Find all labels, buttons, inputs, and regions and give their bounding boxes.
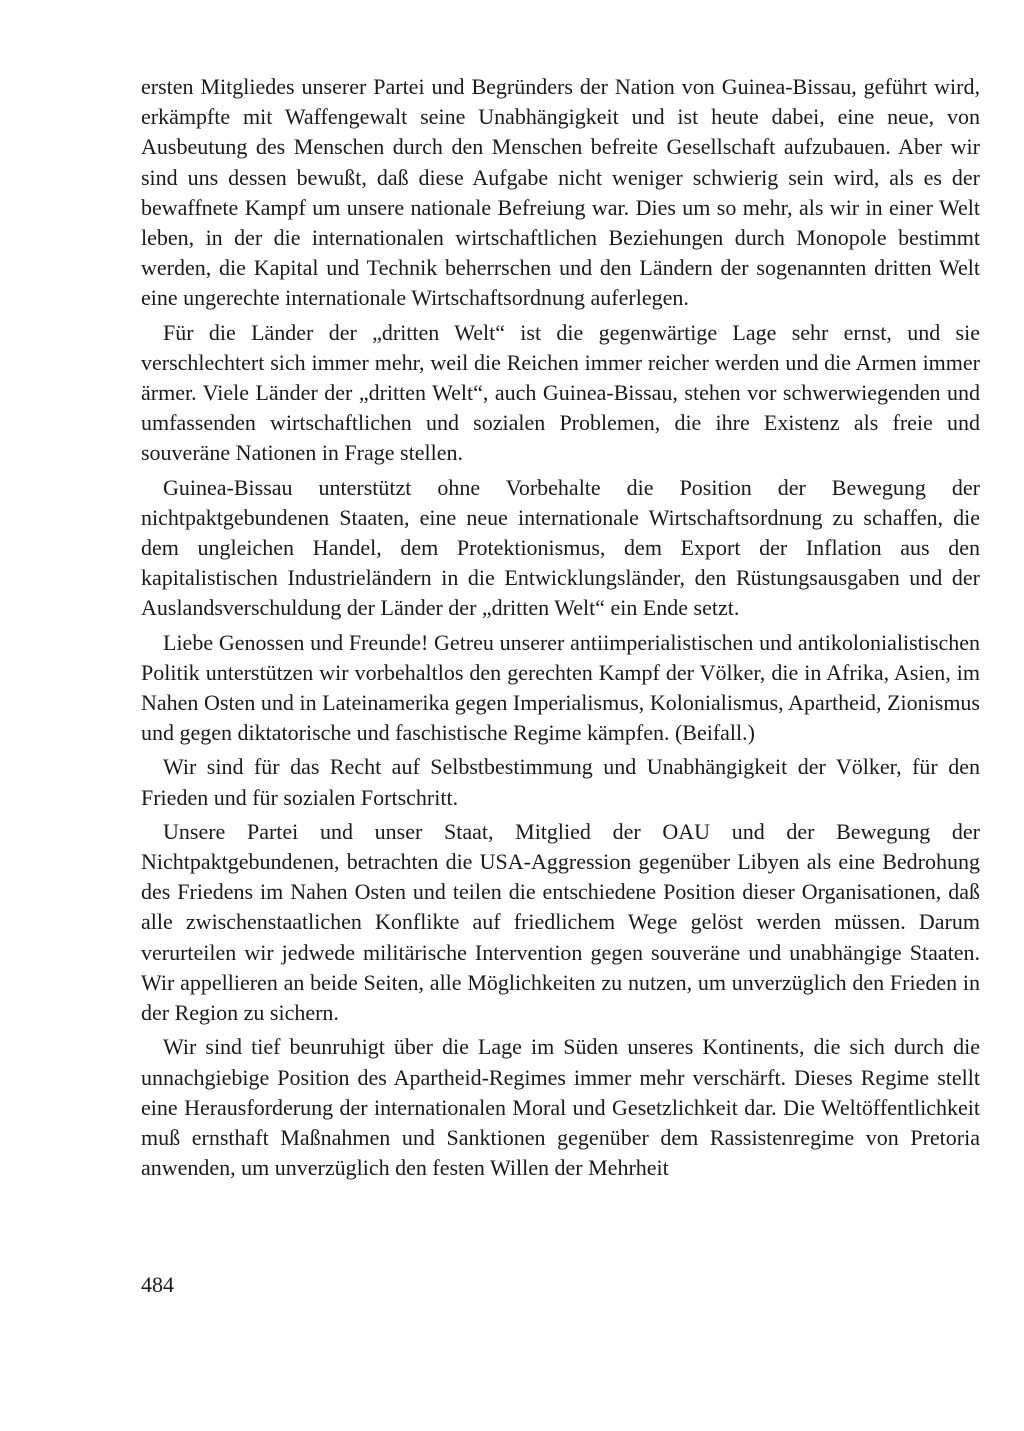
paragraph-7: Wir sind tief beunruhigt über die Lage im Süden unseres Kontinents, die sich durch die unnachgiebige Position des Apartheid-Regimes immer mehr verschärft. Dieses Regime stellt eine Herausforderung der internationalen Moral und Gesetzlichkeit dar. Die Weltöffentlichkeit muß ernsthaft Maßnahmen und Sanktionen gegenüber dem Rassistenregime von Pretoria anwenden, um unverzüglich den festen Willen der Mehrheit [141,1034,980,1181]
page-number: 484 [141,1272,174,1297]
paragraph-6: Unsere Partei und unser Staat, Mitglied der OAU und der Bewegung der Nichtpaktgebundenen, betrachten die USA-Aggression gegenüber Libyen als eine Bedrohung des Friedens im Nahen Osten und teilen die entschiedene Position dieser Organisationen, daß alle zwischenstaatlichen Konflikte auf friedlichem Wege gelöst werden müssen. Darum verurteilen wir jedwede militärische Intervention gegen souveräne und unabhängige Staaten. Wir appellieren an beide Seiten, alle Möglichkeiten zu nutzen, um unverzüglich den Frieden in der Region zu sichern. [141,818,980,1026]
paragraph-2: Für die Länder der „dritten Welt“ ist die gegenwärtige Lage sehr ernst, und sie verschlechtert sich immer mehr, weil die Reichen immer reicher werden und die Armen immer ärmer. Viele Länder der „dritten Welt“, auch Guinea-Bissau, stehen vor schwerwiegenden und umfassenden wirtschaftlichen und sozialen Problemen, die ihre Existenz als freie und souveräne Nationen in Frage stellen. [141,319,980,466]
paragraph-3: Guinea-Bissau unterstützt ohne Vorbehalte die Position der Bewegung der nichtpaktgebundenen Staaten, eine neue internationale Wirtschaftsordnung zu schaffen, die dem ungleichen Handel, dem Protektionismus, dem Export der Inflation aus den kapitalistischen Industrieländern in die Entwicklungsländer, den Rüstungsausgaben und der Auslandsverschuldung der Länder der „dritten Welt“ ein Ende setzt. [141,474,980,621]
paragraph-1: ersten Mitgliedes unserer Partei und Begründers der Nation von Guinea-Bissau, geführt wird, erkämpfte mit Waffengewalt seine Unabhängigkeit und ist heute dabei, eine neue, von Ausbeutung des Menschen durch den Menschen befreite Gesellschaft aufzubauen. Aber wir sind uns dessen bewußt, daß diese Aufgabe nicht weniger schwierig sein wird, als es der bewaffnete Kampf um unsere nationale Befreiung war. Dies um so mehr, als wir in einer Welt leben, in der die internationalen wirtschaftlichen Beziehungen durch Monopole bestimmt werden, die Kapital und Technik beherrschen und den Ländern der sogenannten dritten Welt eine ungerechte internationale Wirtschaftsordnung auferlegen. [141,74,980,311]
paragraph-4: Liebe Genossen und Freunde! Getreu unserer antiimperialistischen und antikolonialistischen Politik unterstützen wir vorbehaltlos den gerechten Kampf der Völker, die in Afrika, Asien, im Nahen Osten und in Lateinamerika gegen Imperialismus, Kolonialismus, Apartheid, Zionismus und gegen diktatorische und faschistische Regime kämpfen. (Beifall.) [141,629,980,746]
paragraph-5: Wir sind für das Recht auf Selbstbestimmung und Unabhängigkeit der Völker, für den Frieden und für sozialen Fortschritt. [141,754,980,810]
body-text [141,72,980,1187]
